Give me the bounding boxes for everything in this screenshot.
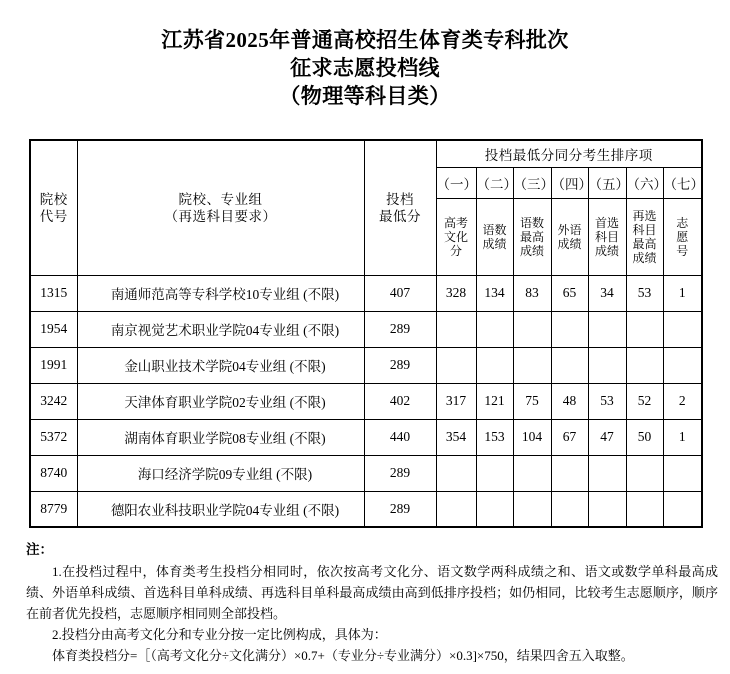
table-row: [30, 275, 702, 311]
vlabel-line-1: 语数: [482, 222, 507, 237]
header-tiebreak-group: 投档最低分同分考生排序项: [436, 140, 702, 167]
vlabel-line-2: 科目: [594, 229, 619, 244]
vlabel-line-3: 成绩: [519, 243, 544, 258]
vlabel-line-3: 最高: [632, 236, 657, 251]
table-row: [30, 311, 702, 347]
header-min-score: [364, 140, 436, 275]
table-row: [30, 491, 702, 527]
header-school-major-group-line-1: 院校、专业组: [178, 191, 263, 207]
cell-tiebreak-3: [513, 311, 551, 347]
header-roman-6: （六）: [626, 167, 663, 198]
vlabel-reselect-highest: [627, 201, 663, 273]
page-title-line-1: 江苏省2025年普通高校招生体育类专科批次: [161, 28, 569, 52]
vlabel-line-3: 分: [449, 243, 462, 258]
vlabel-line-2: 最高: [519, 229, 544, 244]
cell-tiebreak-2: 121: [476, 383, 513, 419]
table-row: [30, 419, 702, 455]
cell-tiebreak-5: [588, 491, 626, 527]
cell-tiebreak-5: [588, 455, 626, 491]
cell-tiebreak-3: 83: [513, 275, 551, 311]
vlabel-volunteer-number: [664, 201, 702, 273]
vlabel-line-2: 成绩: [482, 236, 507, 251]
table-body: [30, 275, 702, 527]
cell-tiebreak-4: 65: [551, 275, 588, 311]
cell-tiebreak-2: 153: [476, 419, 513, 455]
cell-tiebreak-2: [476, 347, 513, 383]
cell-tiebreak-2: [476, 311, 513, 347]
vlabel-line-1: 外语: [557, 222, 582, 237]
cell-tiebreak-4: [551, 455, 588, 491]
cell-tiebreak-1: [436, 311, 476, 347]
cell-school-code: 8740: [30, 455, 77, 491]
vlabel-line-2: 文化: [443, 229, 468, 244]
cell-tiebreak-5: 47: [588, 419, 626, 455]
cell-min-score: 289: [364, 455, 436, 491]
cell-min-score: 402: [364, 383, 436, 419]
cell-school-code: 5372: [30, 419, 77, 455]
header-subject-primary-subject-score: [588, 198, 626, 275]
header-roman-5: （五）: [588, 167, 626, 198]
page-title-line-3: （物理等科目类）: [279, 84, 451, 108]
table-row: [30, 383, 702, 419]
header-roman-3: （三）: [513, 167, 551, 198]
page-title: [0, 0, 730, 110]
cell-tiebreak-4: [551, 347, 588, 383]
cell-min-score: 440: [364, 419, 436, 455]
cell-min-score: 289: [364, 347, 436, 383]
vlabel-line-1: 志: [676, 215, 689, 230]
cell-tiebreak-4: [551, 311, 588, 347]
cell-min-score: 289: [364, 311, 436, 347]
header-subject-reselect-highest: [626, 198, 663, 275]
cell-min-score: 407: [364, 275, 436, 311]
vlabel-primary-subject-score: [589, 201, 626, 273]
cell-tiebreak-6: [626, 491, 663, 527]
header-subject-foreign-language-score: [551, 198, 588, 275]
cell-tiebreak-7: [663, 311, 702, 347]
cell-school-code: 8779: [30, 491, 77, 527]
vlabel-line-1: 再选: [632, 208, 657, 223]
cell-tiebreak-4: 48: [551, 383, 588, 419]
cell-tiebreak-2: [476, 491, 513, 527]
cell-tiebreak-2: 134: [476, 275, 513, 311]
cell-tiebreak-1: [436, 347, 476, 383]
vlabel-line-1: 语数: [519, 215, 544, 230]
cell-school-major-group: 德阳农业科技职业学院04专业组 (不限): [77, 491, 364, 527]
cell-tiebreak-1: [436, 455, 476, 491]
score-table-container: [29, 139, 704, 528]
vlabel-chinese-math-score: [477, 201, 513, 273]
cell-tiebreak-6: 50: [626, 419, 663, 455]
cell-tiebreak-2: [476, 455, 513, 491]
vlabel-line-3: 号: [676, 243, 689, 258]
cell-tiebreak-5: 34: [588, 275, 626, 311]
vlabel-line-1: 高考: [443, 215, 468, 230]
cell-tiebreak-6: [626, 311, 663, 347]
vlabel-foreign-language-score: [552, 201, 588, 273]
note-item-2: 2.投档分由高考文化分和专业分按一定比例构成，具体为：: [52, 627, 387, 642]
cell-school-major-group: 湖南体育职业学院08专业组 (不限): [77, 419, 364, 455]
cell-school-code: 3242: [30, 383, 77, 419]
notes-section: [26, 539, 718, 666]
cell-school-major-group: 金山职业技术学院04专业组 (不限): [77, 347, 364, 383]
header-roman-1: （一）: [436, 167, 476, 198]
cell-tiebreak-4: [551, 491, 588, 527]
cell-school-code: 1991: [30, 347, 77, 383]
cell-tiebreak-1: 317: [436, 383, 476, 419]
cell-school-major-group: 南通师范高等专科学校10专业组 (不限): [77, 275, 364, 311]
header-school-code: [30, 140, 77, 275]
cell-tiebreak-3: [513, 347, 551, 383]
cell-min-score: 289: [364, 491, 436, 527]
vlabel-line-1: 首选: [594, 215, 619, 230]
header-min-score-line-1: 投档: [386, 191, 414, 207]
header-subject-volunteer-number: [663, 198, 702, 275]
table-row: [30, 455, 702, 491]
header-school-major-group: [77, 140, 364, 275]
cell-school-major-group: 天津体育职业学院02专业组 (不限): [77, 383, 364, 419]
cell-tiebreak-3: 104: [513, 419, 551, 455]
cell-school-major-group: 海口经济学院09专业组 (不限): [77, 455, 364, 491]
cell-tiebreak-3: [513, 455, 551, 491]
cell-tiebreak-6: [626, 347, 663, 383]
cell-tiebreak-7: [663, 455, 702, 491]
cell-tiebreak-3: [513, 491, 551, 527]
vlabel-line-3: 成绩: [594, 243, 619, 258]
table-row: [30, 347, 702, 383]
cell-tiebreak-1: 354: [436, 419, 476, 455]
cell-tiebreak-1: [436, 491, 476, 527]
header-subject-chinese-math-highest: [513, 198, 551, 275]
note-item-2-formula: 体育类投档分=［（高考文化分÷文化满分）×0.7+（专业分÷专业满分）×0.3]×750，结果四舍五入取整。: [52, 648, 634, 663]
header-school-code-line-2: 代号: [39, 208, 68, 224]
cell-tiebreak-4: 67: [551, 419, 588, 455]
vlabel-line-2: 科目: [632, 222, 657, 237]
cell-school-major-group: 南京视觉艺术职业学院04专业组 (不限): [77, 311, 364, 347]
cell-tiebreak-5: 53: [588, 383, 626, 419]
vlabel-line-2: 愿: [676, 229, 689, 244]
cell-tiebreak-7: 1: [663, 275, 702, 311]
vlabel-chinese-math-highest: [514, 201, 551, 273]
header-school-major-group-line-2: （再选科目要求）: [164, 208, 277, 224]
vlabel-culture-score: [437, 201, 476, 273]
cell-tiebreak-5: [588, 311, 626, 347]
cell-tiebreak-7: [663, 347, 702, 383]
header-min-score-line-2: 最低分: [379, 208, 421, 224]
cell-tiebreak-7: 1: [663, 419, 702, 455]
header-row-group: [30, 140, 702, 167]
cell-tiebreak-3: 75: [513, 383, 551, 419]
header-roman-2: （二）: [476, 167, 513, 198]
cell-tiebreak-6: 52: [626, 383, 663, 419]
cell-tiebreak-5: [588, 347, 626, 383]
header-subject-chinese-math-score: [476, 198, 513, 275]
note-item-1: 1.在投档过程中，体育类考生投档分相同时，依次按高考文化分、语文数学两科成绩之和、语文或数学单科最高成绩、外语单科成绩、首选科目单科成绩、再选科目单科最高成绩由高到低排序投档；如仍相同，比较考生志愿顺序，顺序在前者优先投档，志愿顺序相同则全部投档。: [26, 564, 718, 621]
cell-tiebreak-1: 328: [436, 275, 476, 311]
vlabel-line-2: 成绩: [557, 236, 582, 251]
cell-tiebreak-6: [626, 455, 663, 491]
cell-tiebreak-7: [663, 491, 702, 527]
cell-tiebreak-7: 2: [663, 383, 702, 419]
cell-school-code: 1315: [30, 275, 77, 311]
header-roman-7: （七）: [663, 167, 702, 198]
admission-score-table: [29, 139, 703, 528]
header-school-code-line-1: 院校: [39, 191, 68, 207]
notes-label: 注：: [26, 542, 53, 557]
header-subject-culture-score: [436, 198, 476, 275]
header-roman-4: （四）: [551, 167, 588, 198]
vlabel-line-4: 成绩: [632, 250, 657, 265]
page-title-line-2: 征求志愿投档线: [290, 56, 440, 80]
cell-school-code: 1954: [30, 311, 77, 347]
table-header: [30, 140, 702, 275]
cell-tiebreak-6: 53: [626, 275, 663, 311]
